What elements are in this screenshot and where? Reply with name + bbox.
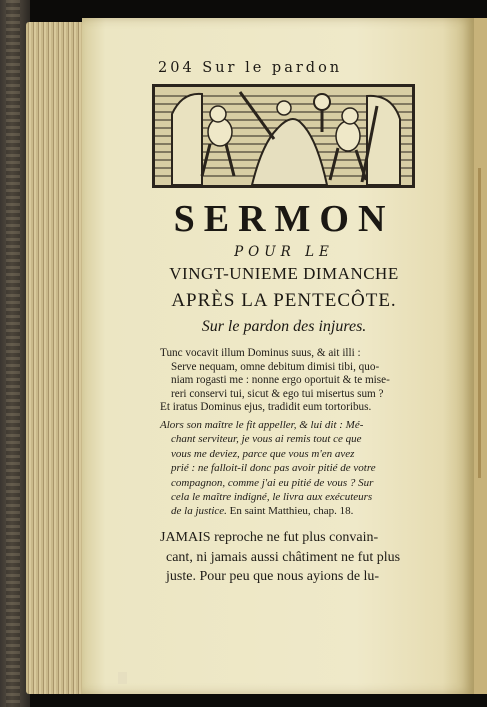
body-line: JAMAIS reproche ne fut plus convain-	[160, 530, 379, 545]
pour-le-line: POUR LE	[234, 244, 334, 260]
french-line: prié : ne falloit-il donc pas avoir pitié de votre	[171, 462, 376, 475]
french-line: vous me deviez, parce que vous m'en avez	[171, 447, 355, 460]
running-head: 204 Sur le pardon	[158, 60, 343, 76]
french-line: Alors son maître le fit appeller, & lui dit : Mé-	[160, 419, 364, 431]
french-line: cela le maître indigné, le livra aux exécuteurs	[171, 491, 373, 504]
latin-line: Tunc vocavit illum Dominus suus, & ait illi :	[160, 347, 361, 359]
latin-line: Serve nequam, omne debitum dimisi tibi, quo-	[171, 360, 380, 373]
facing-page-edge	[474, 18, 487, 694]
scripture-citation: En saint Matthieu, chap. 18.	[226, 505, 354, 518]
woodcut-illustration	[152, 84, 415, 188]
sermon-body	[160, 528, 420, 587]
french-line: de la justice.	[171, 505, 227, 518]
page-edges	[26, 22, 88, 694]
sermon-title: SERMON	[173, 198, 395, 240]
paper-tab	[118, 672, 127, 684]
french-line: chant serviteur, je vous ai remis tout ce que	[171, 433, 362, 446]
latin-epigraph	[160, 347, 422, 415]
french-translation	[160, 418, 422, 519]
occasion-line-1: VINGT-UNIEME DIMANCHE	[169, 264, 399, 283]
french-line: compagnon, comme j'ai eu pitié de vous ? Sur	[171, 476, 374, 489]
latin-line: niam rogasti me : nonne ergo oportuit & te mise-	[171, 374, 390, 387]
body-line: juste. Pour peu que nous ayions de lu-	[166, 569, 380, 584]
body-line: cant, ni jamais aussi châtiment ne fut plus	[166, 549, 401, 565]
occasion-line-2: APRÈS LA PENTECÔTE.	[171, 290, 397, 311]
latin-line: Et iratus Dominus ejus, tradidit eum tortoribus.	[160, 401, 372, 414]
latin-line: reri conservi tui, sicut & ego tui misertus sum ?	[171, 387, 384, 400]
sermon-subtitle: Sur le pardon des injures.	[201, 318, 367, 335]
